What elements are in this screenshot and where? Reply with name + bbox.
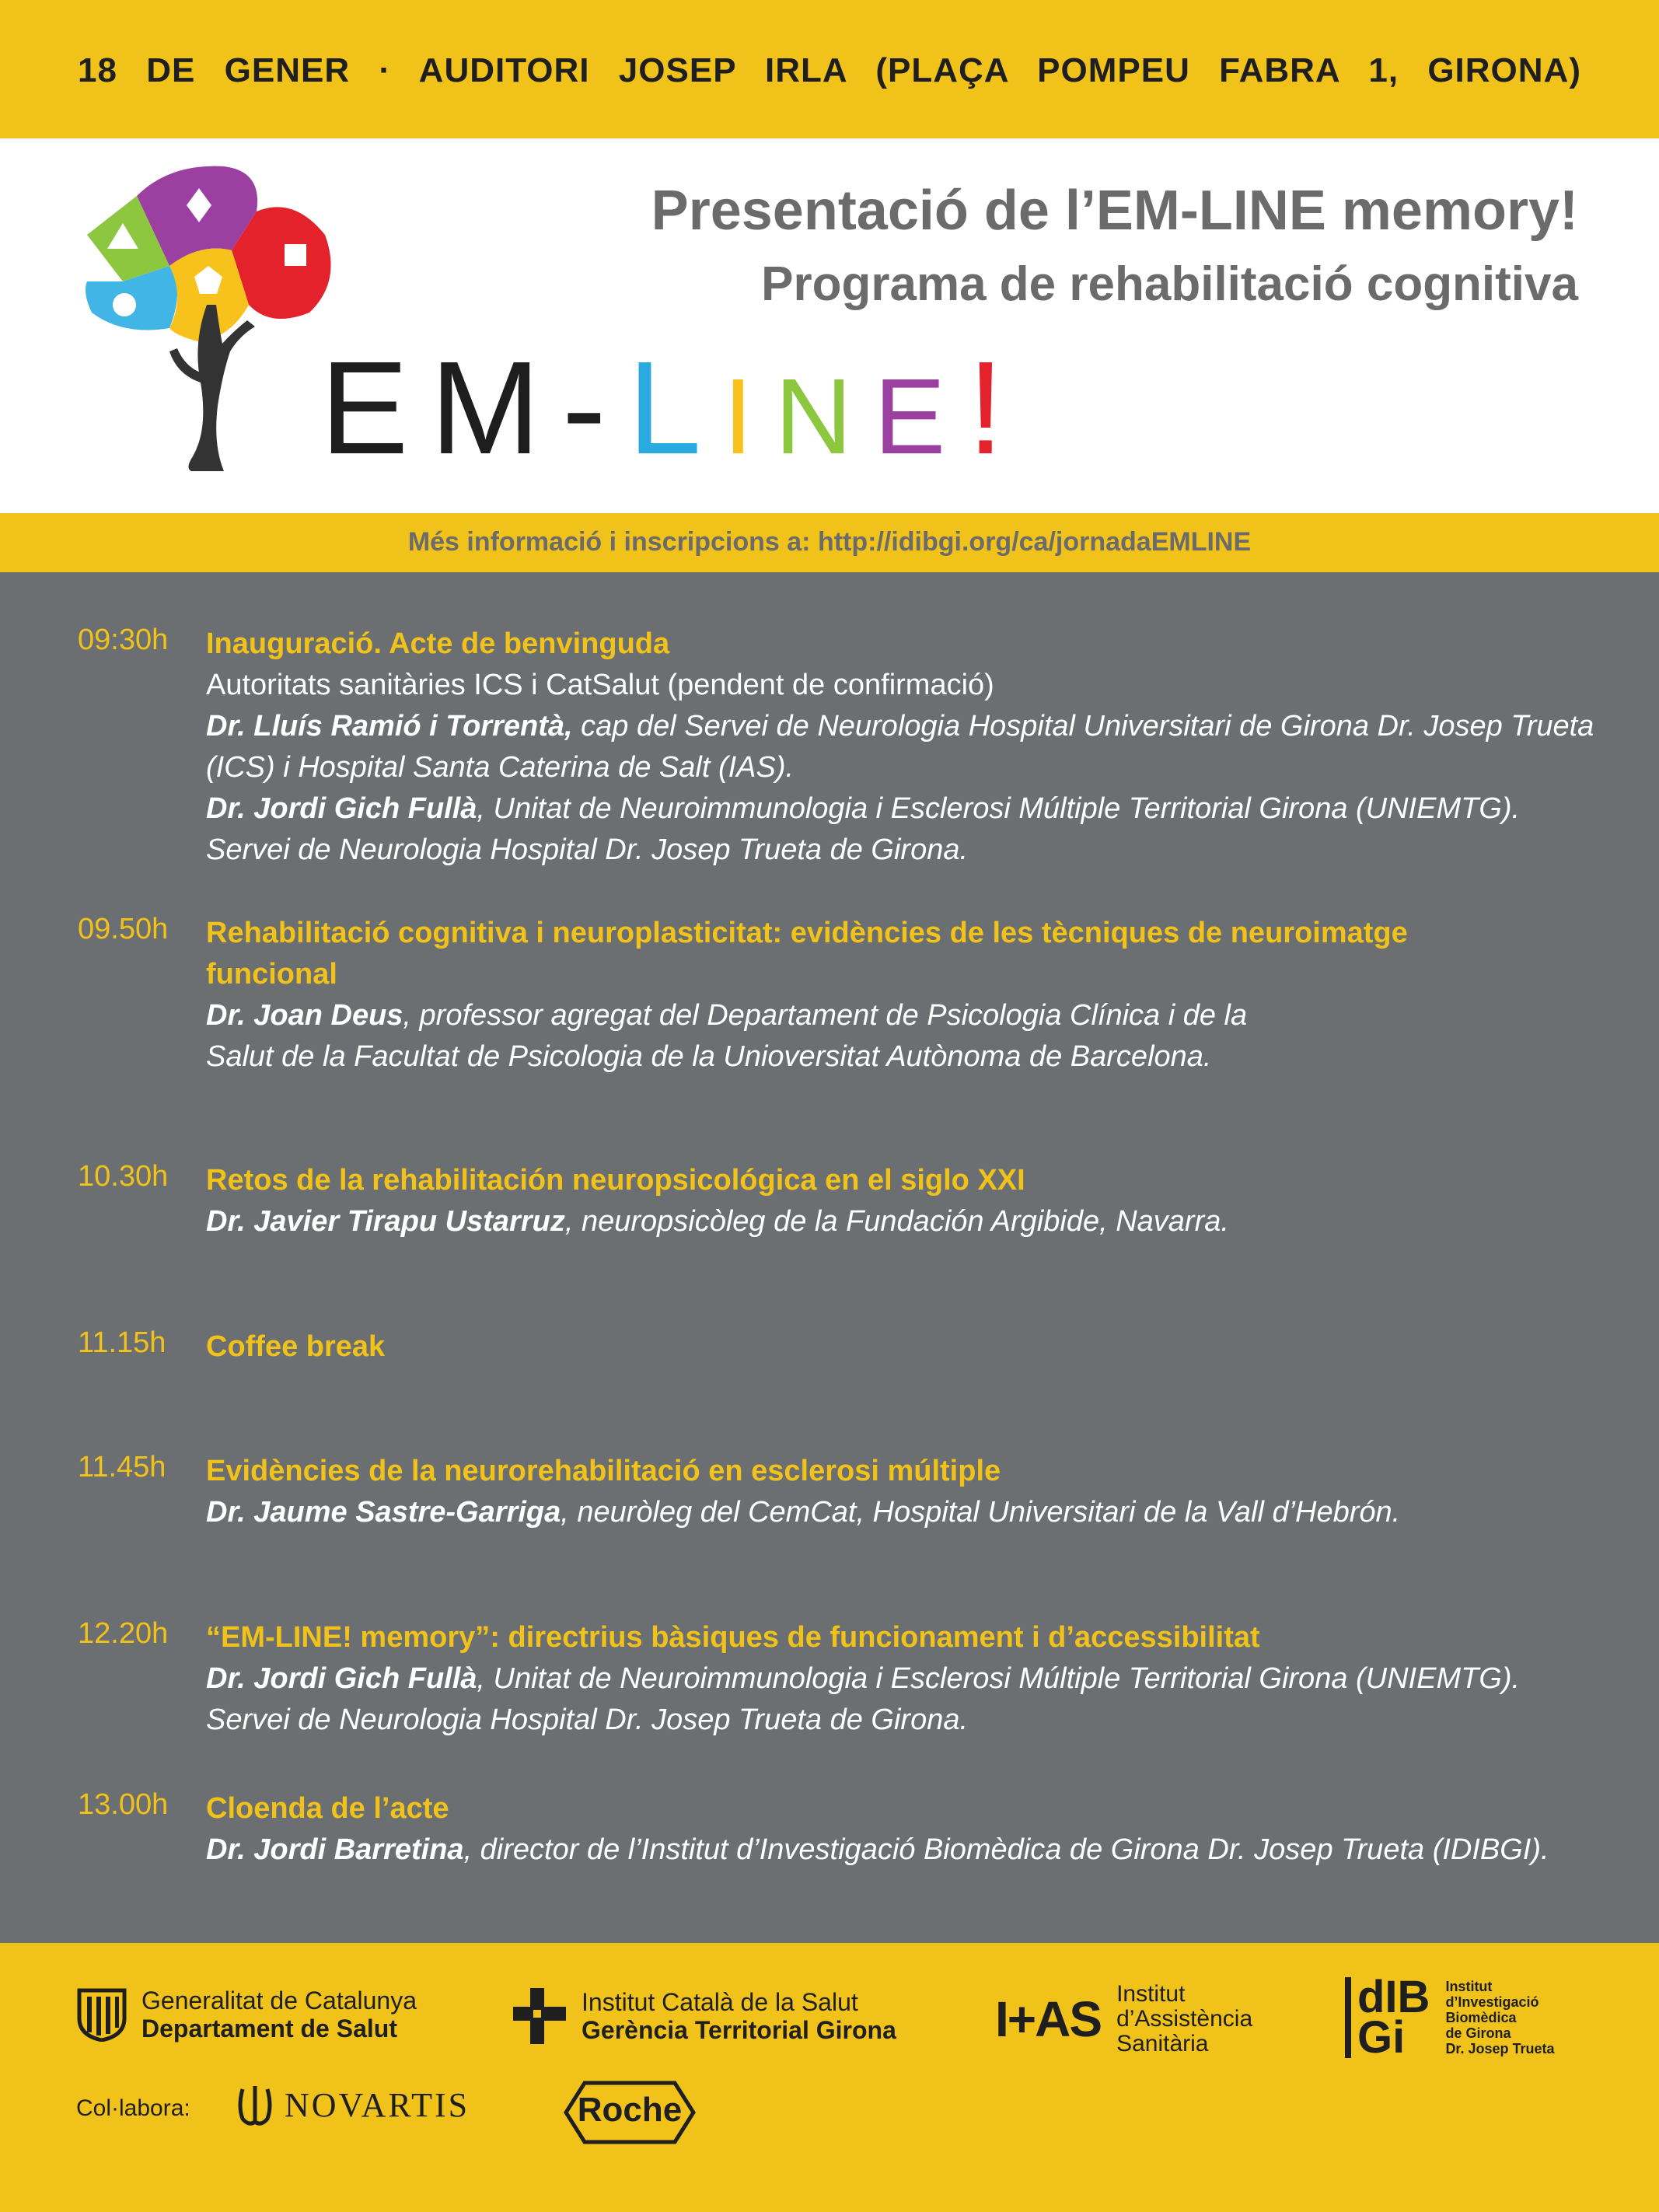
item-speaker <box>206 788 1605 871</box>
speaker-name: Dr. Jaume Sastre-Garriga <box>206 1496 561 1529</box>
item-line: Autoritats sanitàries ICS i CatSalut (pendent de confirmació) <box>206 669 994 701</box>
generalitat-shield-icon <box>76 1987 127 2042</box>
ics-cross-icon <box>510 1987 569 2046</box>
ias-line1: Institut <box>1116 1981 1186 2007</box>
ics-line2: Gerència Territorial Girona <box>582 2016 896 2044</box>
sponsor-idibgi <box>1345 1972 1555 2063</box>
ias-line2: d’Assistència <box>1116 2006 1253 2032</box>
item-time: 09.50h <box>78 913 169 945</box>
item-speaker <box>206 706 1605 788</box>
idibgi-logo-bottom: Gi <box>1357 2012 1406 2063</box>
page-subtitle: Programa de rehabilitació cognitiva <box>761 257 1578 311</box>
item-time: 09:30h <box>78 624 169 656</box>
novartis-wordmark: NOVARTIS <box>285 2085 470 2124</box>
item-content <box>206 1617 1605 1741</box>
speaker-name: Dr. Javier Tirapu Ustarruz <box>206 1205 565 1238</box>
header <box>0 138 1659 513</box>
ias-logo: I+AS <box>995 1991 1102 2047</box>
collabora-label: Col·labora: <box>76 2095 190 2121</box>
sponsor-generalitat <box>76 1987 417 2043</box>
speaker-desc: , neuròleg del CemCat, Hospital Universitari de la Vall d’Hebrón. <box>561 1496 1401 1529</box>
item-content <box>206 1326 1605 1368</box>
em-line-wordmark: EM-LINE! <box>320 334 1026 482</box>
item-title: Cloenda de l’acte <box>206 1792 449 1825</box>
item-speaker <box>206 1658 1605 1741</box>
ics-line1: Institut Català de la Salut <box>582 1988 858 2016</box>
idibgi-line3: Biomèdica <box>1445 2010 1517 2025</box>
item-title: Retos de la rehabilitación neuropsicológica en el siglo XXI <box>206 1164 1025 1197</box>
ias-line3: Sanitària <box>1116 2031 1209 2056</box>
item-content <box>206 624 1605 871</box>
page-title: Presentació de l’EM-LINE memory! <box>651 180 1578 242</box>
speaker-desc: , director de l’Institut d’Investigació Biomèdica de Girona Dr. Josep Trueta (IDIBGI). <box>463 1833 1549 1866</box>
sponsors-footer <box>0 1943 1659 2212</box>
sponsor-novartis <box>235 2083 470 2126</box>
idibgi-logo-top: dIB <box>1357 1972 1430 2022</box>
speaker-name: Dr. Jordi Gich Fullà <box>206 1662 477 1695</box>
item-content <box>206 1788 1605 1871</box>
item-time: 11.15h <box>78 1326 166 1359</box>
speaker-name: Dr. Joan Deus <box>206 999 403 1032</box>
info-bar <box>0 513 1659 572</box>
gencat-line2: Departament de Salut <box>141 2015 397 2043</box>
idibgi-line4: de Girona <box>1445 2025 1511 2041</box>
item-speaker <box>206 1201 1605 1242</box>
item-time: 10.30h <box>78 1160 169 1193</box>
novartis-flame-icon <box>235 2083 275 2126</box>
item-time: 12.20h <box>78 1617 169 1650</box>
idibgi-logo <box>1345 1972 1430 2063</box>
speaker-desc: , professor agregat del Departament de Psicologia Clínica i de la Salut de la Facultat de Psicologia de la Unioversitat Autònoma de Barcelona. <box>206 999 1248 1073</box>
item-title: “EM-LINE! memory”: directrius bàsiques de funcionament i d’accessibilitat <box>206 1621 1260 1654</box>
item-time: 11.45h <box>78 1451 166 1483</box>
item-title: Evidències de la neurorehabilitació en esclerosi múltiple <box>206 1455 1001 1487</box>
sponsor-roche <box>563 2080 697 2145</box>
item-title: Rehabilitació cognitiva i neuroplasticitat: evidències de les tècniques de neuroimatge funcional <box>206 917 1408 991</box>
program-schedule <box>0 572 1659 1943</box>
roche-wordmark: Roche <box>577 2091 683 2129</box>
item-title: Inauguració. Acte de benvinguda <box>206 627 670 660</box>
item-content <box>206 913 1528 1078</box>
idibgi-line5: Dr. Josep Trueta <box>1445 2041 1555 2056</box>
sponsor-ics <box>510 1987 896 2046</box>
item-speaker <box>206 1829 1605 1871</box>
speaker-desc: , neuropsicòleg de la Fundación Argibide, Navarra. <box>564 1205 1229 1238</box>
speaker-name: Dr. Jordi Gich Fullà <box>206 792 477 825</box>
item-content <box>206 1160 1605 1242</box>
idibgi-line2: d’Investigació <box>1445 1994 1539 2010</box>
gencat-line1: Generalitat de Catalunya <box>141 1987 417 2015</box>
sponsor-ias <box>995 1982 1252 2056</box>
speaker-name: Dr. Jordi Barretina <box>206 1833 464 1866</box>
item-title: Coffee break <box>206 1330 386 1363</box>
item-speaker <box>206 995 1318 1078</box>
speaker-desc: cap del Servei de Neurologia Hospital Universitari de Girona Dr. Josep Trueta (ICS) i Hospital Santa Caterina de Salt (IAS). <box>206 710 1594 784</box>
date-bar <box>0 0 1659 138</box>
item-time: 13.00h <box>78 1788 169 1821</box>
item-content <box>206 1451 1605 1533</box>
item-speaker <box>206 1492 1605 1533</box>
registration-info-link[interactable]: Més informació i inscripcions a: http://idibgi.org/ca/jornadaEMLINE <box>407 527 1252 557</box>
em-line-tree-logo <box>76 149 341 476</box>
speaker-desc: , Unitat de Neuroimmunologia i Esclerosi Múltiple Territorial Girona (UNIEMTG). Servei de Neurologia Hospital Dr. Josep Trueta de Girona. <box>206 1662 1521 1736</box>
speaker-name: Dr. Lluís Ramió i Torrentà, <box>206 710 573 743</box>
speaker-desc: , Unitat de Neuroimmunologia i Esclerosi Múltiple Territorial Girona (UNIEMTG). Servei de Neurologia Hospital Dr. Josep Trueta de Girona. <box>206 792 1521 866</box>
idibgi-line1: Institut <box>1445 1979 1493 1994</box>
date-venue-line: 18 DE GENER · AUDITORI JOSEP IRLA (PLAÇA POMPEU FABRA 1, GIRONA) <box>78 51 1581 89</box>
